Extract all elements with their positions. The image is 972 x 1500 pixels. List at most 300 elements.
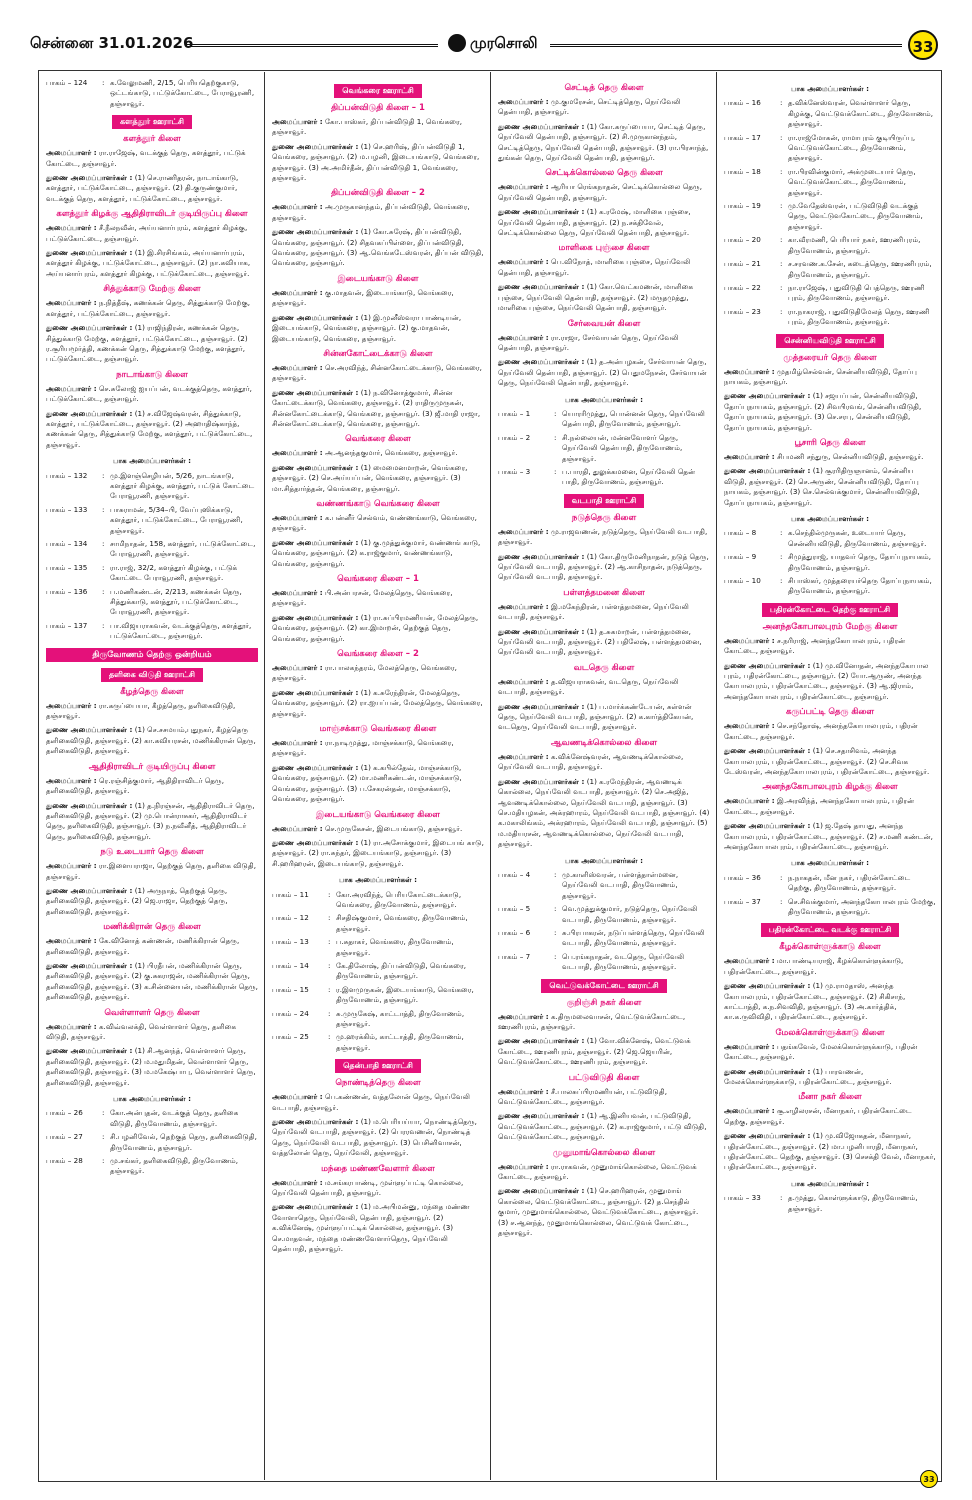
deputies-details: (1) சி.ஆனந்த், வெள்ளாளர் தெரு, தளிகைவிடுதி, தஞ்சாவூர். (2) ம.மதுமிதன், வெள்ளாளர் தெரு, தளிகைவிடுதி, தஞ்சாவூர். (3) ம.மகேஷ்பாபு, வெள்ளாளர் தெரு, தளிகைவிடுதி, தஞ்சாவூர்.	[46, 1046, 256, 1087]
deputies-label: துணை அமைப்பாளர்கள் :	[272, 1202, 359, 1212]
branch-secretary	[498, 1087, 710, 1108]
deputies-label: துணை அமைப்பாளர்கள் :	[46, 885, 133, 895]
branch-secretary	[46, 861, 258, 882]
deputies-label: துணை அமைப்பாளர்கள் :	[46, 323, 133, 333]
branch-secretary	[46, 298, 258, 319]
booth-agent-details: செ.சிவக்குமார், அனந்தகோபாலபுரம் மேற்கு, திருவோணம், தஞ்சாவூர்.	[788, 896, 936, 916]
deputies-label: துணை அமைப்பாளர்கள் :	[498, 776, 585, 786]
branch-secretary	[498, 677, 710, 698]
secretary-label: அமைப்பாளர் :	[46, 861, 97, 871]
deputies-label: துணை அமைப்பாளர்கள் :	[498, 1036, 585, 1046]
branch-heading: அனந்தகோபாலபுரம் கிழக்கு கிளை	[762, 782, 898, 793]
booth-number: பாகம் – 135	[46, 562, 88, 572]
deputy-secretaries	[724, 821, 936, 852]
separator-colon: :	[780, 98, 783, 108]
booth-number: பாகம் – 6	[498, 927, 531, 937]
branch-heading: மேலக்கொள்ளுக்காடு கிளை	[775, 1027, 885, 1038]
deputies-details: (1) செ.ஹரிஷ், திப்பன்விடுதி 1, வெங்கரை, தஞ்சாவூர். (2) ம.பழனி, இடையங்காடு, வெங்கரை, தஞ்சாவூர். (3) அ.அமிர்தீன், திப்பன்விடுதி 1, வெங்கரை, தஞ்சாவூர்.	[272, 141, 480, 183]
branch-heading: வடதெரு கிளை	[573, 662, 635, 673]
booth-number: பாகம் – 10	[724, 576, 761, 586]
booth-agent-details: சிசதிஷ்குமார், வெங்கரை, திருவோணம், தஞ்சாவூர்.	[336, 913, 468, 933]
booth-entry	[498, 409, 710, 430]
secretary-details: செ.முருகேசன், இடையங்காடு, தஞ்சாவூர்.	[324, 823, 463, 833]
branch-heading: ஆதிதிராவிடர் குடியிருப்பு கிளை	[88, 761, 216, 772]
deputies-details: (1) சூரரிதிருஞானம், சென்னிய விடுதி, தஞ்சாவூர். (2) செ.அருண், சென்னியவிடுதி, தோப்பு நாயகம், தஞ்சாவூர். (3) செ.செல்வக்குமார், சென்னியவிடுதி, தோப்புநாயகம், தஞ்சாவூர்.	[724, 466, 920, 507]
branch-secretary	[724, 367, 936, 388]
deputies-label: துணை அமைப்பாளர்கள் :	[498, 1111, 585, 1121]
booth-number: பாகம் – 133	[46, 504, 88, 514]
panchayat-heading-text: சென்னியவிடுதி ஊராட்சி	[776, 334, 883, 348]
deputies-label: துணை அமைப்பாளர்கள் :	[498, 121, 585, 131]
secretary-label: அமைப்பாளர் :	[272, 448, 323, 458]
booth-agent-details: த.விக்னேஸ்வரன், வெள்ளாளர் தெரு, கிழக்கு, வெட்டுவக்கோட்டை, திருவோணம், தஞ்சாவூர்.	[788, 98, 934, 129]
panchayat-heading	[46, 668, 258, 682]
deputy-secretaries	[272, 227, 484, 269]
deputy-secretaries	[272, 838, 484, 869]
secretary-label: அமைப்பாளர் :	[498, 97, 549, 106]
booth-agents-heading: பாக அமைப்பாளர்கள் :	[339, 875, 417, 885]
deputies-label: துணை அமைப்பாளர்கள் :	[498, 626, 585, 636]
deputy-secretaries	[272, 1202, 484, 1254]
branch-heading: வெங்கரை கிளை – 1	[337, 574, 419, 584]
secretary-label: அமைப்பாளர் :	[46, 383, 97, 393]
deputies-label: துணை அமைப்பாளர்கள் :	[272, 387, 359, 397]
booth-entry	[498, 870, 710, 901]
booth-entry	[724, 259, 936, 280]
column-divider	[716, 72, 717, 1480]
deputies-details: (1) க.ரமேஷ், மாளிகை புஞ்சை, நெய்வேலி தென்பாதி, தஞ்சாவூர். (2) ந.சக்திவேல், செட்டிக்கொல்லை தெரு, நெய்வேலி தென்பாதி, தஞ்சாவூர்.	[498, 207, 691, 238]
branch-secretary	[498, 752, 710, 773]
separator-colon: :	[780, 132, 783, 142]
booth-agent-details: பா.விஜயராகவன், வடக்குத்தெரு, களத்தூர், பட்டுக்கோட்டை, தஞ்சாவூர்.	[110, 620, 252, 641]
branch-heading: வெங்கரை கிளை – 2	[337, 649, 419, 660]
booth-agent-details: வெ.முத்துக்குமார், நடுத்தெரு, நெய்வேலி வடபாதி, திருவோணம், தஞ்சாவூர்.	[562, 904, 698, 924]
booth-number: பாகம் – 25	[272, 1032, 309, 1042]
panchayat-heading-text: தளிகை விடுதி ஊராட்சி	[101, 668, 203, 682]
booth-number: பாகம் – 3	[498, 466, 531, 476]
branch-heading: நடு உடையார் தெரு கிளை	[100, 847, 204, 858]
separator-colon: :	[780, 306, 783, 316]
deputy-secretaries	[46, 725, 258, 756]
secretary-details: ரா.ராஜா, சேர்வாயன் தெரு, நெய்வேலி தென்பாதி, தஞ்சாவூர்.	[498, 332, 679, 352]
deputies-details: (1) ரா.அசோக்குமார், இடையங் காடு, தஞ்சாவூர். (2) ரா.சுந்தர், இடையங்காடு, தஞ்சாவூர். (3) சி.ஹரிஹரன், இடையங்காடு, தஞ்சாவூர்.	[272, 837, 484, 868]
booth-entry	[724, 283, 936, 304]
branch-heading: முனுமாங்கொல்லை கிளை	[552, 1147, 656, 1158]
secretary-details: கே.வினோத் கண்ணன், மணிக்கிரான் தெரு, தளிகைவிடுதி, தஞ்சாவூர்.	[46, 936, 240, 956]
secretary-label: அமைப்பாளர் :	[498, 257, 549, 267]
booth-number: பாகம் – 1	[498, 408, 531, 418]
secretary-details: செ.சுலோஜ் ஐயப்பன், வடக்குத்தெரு, களத்தூர், பட்டுக்கோட்டை, தஞ்சாவூர்.	[46, 383, 252, 404]
panchayat-heading	[498, 494, 710, 508]
booth-entry	[272, 1032, 484, 1053]
separator-colon: :	[328, 1008, 331, 1018]
booth-agent-details: பாசுராமன், 5/34–பி, வேப்புஸிக்காடு, களத்தூர், பட்டுக்கோட்டை, பேராவூரணி, தஞ்சாவூர்.	[110, 504, 243, 535]
secretary-details: சீ.நீலநவீன், அய்யனார்புரம், களத்தூர் கிழக்கு, பட்டுக்கோட்டை, தஞ்சாவூர்.	[46, 223, 248, 243]
booth-entry	[498, 952, 710, 973]
secretary-label: அமைப்பாளர் :	[46, 775, 97, 785]
separator-colon: :	[328, 889, 331, 899]
deputies-details: (1) ராஜிந்திரன், கணக்கன் தெரு, சித்துக்காடு மேற்கு, களத்தூர், பட்டுக்கோட்டை, தஞ்சாவூர். (2) ர.சூரியமூர்த்தி, கணக்கன் தெரு, சித்துக்காடு மேற்கு, களத்தூர், பட்டுக்கோட்டை, தஞ்சாவூர்.	[46, 323, 248, 364]
deputy-secretaries	[272, 613, 484, 644]
booth-entry	[46, 1156, 258, 1177]
separator-colon: :	[328, 960, 331, 970]
booth-number: பாகம் – 17	[724, 132, 761, 142]
booth-number: பாகம் – 2	[498, 432, 531, 442]
deputy-secretaries	[272, 142, 484, 184]
booth-agent-details: கோ.அரவிந்த், பெரியகோட்டைக்காடு, வெங்கரை, திருவோணம், தஞ்சாவூர்.	[336, 889, 462, 909]
branch-secretary	[724, 1106, 936, 1127]
deputy-secretaries	[46, 248, 258, 279]
booth-number: பாகம் – 11	[272, 889, 309, 899]
deputies-details: (1) செ.சசமயம்,புதுநகர், கீழத்தெரு தளிகைவிடுதி, தஞ்சாவூர். (2) கா.கவியரசன், மணிக்கிரான் தெரு, தளிகைவிடுதி, தஞ்சாவூர்.	[46, 725, 256, 756]
booth-number: பாகம் – 137	[46, 620, 88, 630]
secretary-details: ரா.ராகவன், முனுமாங்கொல்லை, வெட்டுவக் கோட்டை, தஞ்சாவூர்.	[498, 1161, 697, 1182]
booth-entry	[724, 528, 936, 549]
booth-entry	[46, 539, 258, 560]
branch-secretary	[272, 824, 484, 834]
secretary-details: த.விஜயராகவன், வடதெரு, நெய்வேலி வடபாதி, தஞ்சாவூர்.	[498, 676, 679, 697]
panchayat-heading-text: களத்தூர் ஊராட்சி	[112, 115, 192, 129]
booth-entry	[46, 505, 258, 536]
branch-heading: பள்ளத்தமனை கிளை	[563, 587, 645, 598]
secretary-details: பெ.விநோத், மாளிகை புஞ்சை, நெய்வேலி தென்பாதி, தஞ்சாவூர்.	[498, 257, 691, 277]
secretary-label: அமைப்பாளர் :	[46, 298, 97, 308]
branch-secretary	[724, 1042, 936, 1063]
booth-agent-details: மு.இளஞ்செழியன், 5/26, நாடங்காடு, களத்தூர் கிழக்கு, களத்தூர், பட்டுக் கோட்டை பேராவூரணி, தஞ்சாவூர்.	[110, 470, 255, 501]
booth-number: பாகம் – 20	[724, 235, 761, 245]
booth-agent-details: சு.பிரபாகரன், நடுப்பள்ளத்தெரு, நெய்வேலி வடபாதி, திருவோணம், தஞ்சாவூர்.	[562, 927, 705, 948]
separator-colon: :	[554, 869, 557, 879]
deputies-label: துணை அமைப்பாளர்கள் :	[272, 762, 359, 772]
branch-secretary	[272, 588, 484, 609]
booth-entry	[46, 471, 258, 502]
separator-colon: :	[554, 466, 557, 476]
branch-heading: மணிக்கிரான் தெரு கிளை	[103, 922, 201, 933]
deputy-secretaries	[498, 1186, 710, 1238]
text-column-3	[498, 78, 710, 1243]
secretary-details: க.விவ்வலக்தி, வெள்ளாளர் தெரு, தளிகை விடுதி, தஞ்சாவூர்.	[46, 1021, 237, 1041]
separator-colon: :	[780, 528, 783, 538]
deputies-details: (1) க.சுரேந்திரன், மேலத்தெரு, வெங்கரை, தஞ்சாவூர். (2) ரா.ஐயப்பன், மேலத்தெரு, வெங்கரை, தஞ்சாவூர்.	[272, 687, 483, 718]
panchayat-heading-text: பதிரன்கோட்டை தெற்கு ஊராட்சி	[762, 603, 898, 617]
secretary-details: ம.சங்கரபாண்டி, முள்ளுப்பட்டி கொல்லை, நெய்வேலி தென்பாதி, தஞ்சாவூர்.	[272, 1177, 464, 1198]
branch-heading: முத்தரையர் தெரு கிளை	[783, 352, 877, 363]
page-number-badge: 33	[908, 30, 938, 60]
deputies-label: துணை அமைப்பாளர்கள் :	[272, 227, 359, 237]
secretary-label: அமைப்பாளர் :	[272, 362, 323, 372]
secretary-details: க.விக்னேஷ்வரன், ஆவணடிக்கொல்லை, நெய்வேலி வடபாதி, தஞ்சாவூர்.	[498, 751, 684, 772]
branch-heading: வெங்கரை கிளை	[345, 434, 411, 445]
branch-secretary	[724, 721, 936, 742]
secretary-details: ஆரியா ரெங்கநாதன், செட்டிக்கொல்லை தெரு, நெய்வேலி தென்பாதி, தஞ்சாவூர்.	[498, 182, 703, 202]
booth-number: பாகம் – 12	[272, 913, 309, 923]
branch-heading: கருப்பட்டி தெரு கிளை	[785, 707, 875, 718]
text-column-4	[724, 78, 936, 1217]
booth-agent-details: ச.சரவண.க.சேன், கடைத்தெரு, ஊரணிபுரம், திருவோணம், தஞ்சாவூர்.	[788, 259, 932, 279]
booth-agent-details: மு.வேதேஸ்வரன், பட்டுவிடுதி வடக்குத் தெரு, வெட்டுவகோட்டை, திருவோணம், தஞ்சாவூர்.	[788, 201, 923, 231]
deputies-label: துணை அமைப்பாளர்கள் :	[724, 660, 811, 670]
separator-colon: :	[554, 927, 557, 937]
secretary-details: ரா.கருப்பையா, கீழத்தெரு, தளிகைவிடுதி, தஞ்சாவூர்.	[46, 700, 236, 721]
deputy-secretaries	[498, 777, 710, 850]
branch-secretary	[46, 936, 258, 957]
branch-secretary	[498, 333, 710, 354]
deputy-secretaries	[498, 1111, 710, 1142]
branch-heading: மீனா நகர் கிளை	[798, 1092, 862, 1103]
branch-heading: திப்பன்விடுதி கிளை – 2	[331, 188, 425, 199]
panchayat-heading	[498, 979, 710, 993]
booth-agents-heading: பாக அமைப்பாளர்கள் :	[113, 456, 191, 466]
deputy-secretaries	[724, 391, 936, 433]
branch-heading: களத்தூர் கிளை	[123, 134, 181, 145]
booth-entry	[724, 1193, 936, 1214]
booth-agent-details: கே.திலோஷ், திப்பன்விடுதி, வெங்கரை, திருவோணம், தஞ்சாவூர்.	[336, 960, 467, 981]
booth-entry	[272, 1009, 484, 1030]
branch-heading: செட்டிக்கொல்லை தெரு கிளை	[545, 168, 663, 179]
deputies-details: (1) கோ.திருமேனிநாதன், நடுத் தெரு, நெய்வேலி வடபாதி, தஞ்சாவூர். (2) ஆ.காசிநாதன், நடுத்தெரு, நெய்வேலி வடபாதி, தஞ்சாவூர்.	[498, 551, 709, 582]
secretary-label: அமைப்பாளர் :	[272, 1092, 323, 1102]
booth-entry	[272, 937, 484, 958]
booth-number: பாகம் – 37	[724, 896, 761, 906]
deputies-details: (1) கோ.கருப்பையா, செட்டித் தெரு, நெய்வேலி தென்பாதி, தஞ்சாவூர். (2) சி.முருகானந்தம், செட்டித்தெரு, நெய்வேலி தென்பாதி, தஞ்சாவூர். (3) ரா.பிரசாந்த், துங்கன் தெரு, நெய்வேலி தென்பாதி, தஞ்சாவூர்.	[498, 121, 709, 163]
deputies-details: (1) மு.வினோதன், அனந்தகோபால புரம், பதிரன்கோட்டை, தஞ்சாவூர். (2) யோ.ஆருண், அனந்த கோபாலபுரம், பதிரன்கோட்டை, தஞ்சாவூர். (3) ஆ.ஜிராம், அனந்தகோபாலபுரம், பதிரன்கோட்டை, தஞ்சாவூர்.	[724, 660, 929, 701]
separator-colon: :	[780, 872, 783, 882]
booth-entry	[724, 307, 936, 328]
secretary-label: அமைப்பாளர் :	[272, 1177, 323, 1187]
secretary-label: அமைப்பாளர் :	[46, 700, 97, 710]
deputies-details: (1) அருநாத், தெற்குத் தெரு, தளிகைவிடுதி, தஞ்சாவூர். (2) ஜெ.ராஜா, தெற்குத் தெரு, தளிகைவிடுதி, தஞ்சாவூர்.	[46, 885, 228, 916]
branch-secretary	[46, 223, 258, 244]
deputy-secretaries	[46, 323, 258, 365]
deputies-label: துணை அமைப்பாளர்கள் :	[46, 408, 133, 418]
panchayat-heading-text: வடபாதி ஊராட்சி	[564, 494, 645, 508]
footer-page-number: 33	[920, 1470, 938, 1488]
booth-agent-details: ர.இளமுருகன், இடையங்காடு, வெங்கரை, திருவோணம், தஞ்சாவூர்.	[336, 984, 474, 1005]
booth-number: பாகம் – 14	[272, 960, 309, 970]
secretary-details: செ.அரவிந்த், சின்னகோட்டைக்காடு, வெங்கரை, தஞ்சாவூர்.	[272, 362, 482, 383]
branch-secretary	[272, 1178, 484, 1199]
deputies-label: துணை அமைப்பாளர்கள் :	[724, 1131, 811, 1141]
booth-entry	[498, 928, 710, 949]
separator-colon: :	[102, 586, 105, 596]
branch-secretary	[498, 527, 710, 548]
deputy-secretaries	[272, 688, 484, 719]
separator-colon: :	[102, 1108, 105, 1118]
panchayat-heading-text: பதிரன்கோட்டை வடக்கு ஊராட்சி	[761, 923, 899, 937]
separator-colon: :	[102, 620, 105, 630]
deputies-label: துணை அமைப்பாளர்கள் :	[46, 960, 133, 970]
booth-entry	[724, 201, 936, 232]
deputy-secretaries	[724, 661, 936, 703]
masthead-paper-name: முரசொலி	[470, 34, 538, 52]
deputies-details: (1) பாரவணன், மேலக்கொள்ளுக்காடு, பதிரன்கோட்டை, தஞ்சாவூர்.	[724, 1066, 892, 1087]
secretary-label: அமைப்பாளர் :	[46, 148, 97, 158]
deputy-secretaries	[498, 357, 710, 388]
secretary-label: அமைப்பாளர் :	[46, 223, 97, 233]
booth-entry	[724, 576, 936, 597]
separator-colon: :	[780, 259, 783, 269]
booth-entry	[724, 167, 936, 198]
booth-agents-heading: பாக அமைப்பாளர்கள் :	[565, 394, 643, 404]
branch-secretary	[272, 513, 484, 534]
branch-secretary	[724, 452, 936, 462]
booth-entry	[46, 1108, 258, 1129]
text-column-1	[46, 78, 258, 1180]
booth-agents-heading: பாக அமைப்பாளர்கள் :	[791, 514, 869, 523]
booth-entry	[498, 904, 710, 925]
booth-entry	[724, 552, 936, 573]
booth-entry	[272, 961, 484, 982]
booth-number: பாகம் – 16	[724, 98, 761, 108]
deputies-details: (1) த.அன்பழகன், சேர்வாயன் தெரு, நெய்வேலி தென்பாதி, தஞ்சாவூர். (2) பெதுமநேசன், சேர்வாயன் தெரு, நெய்வேலி தென்பாதி, தஞ்சாவூர்.	[498, 357, 707, 388]
deputy-secretaries	[272, 763, 484, 805]
separator-colon: :	[554, 408, 557, 418]
deputies-details: (1) செ.சதாசிவம், அனந்த கோபாலபுரம், பதிரன்கோட்டை, தஞ்சாவூர். (2) செ.சிவக டேஸ்வரன், அனந்தகோபாலபுரம், பதிரன்கோட்டை, தஞ்சாவூர்.	[724, 746, 930, 776]
branch-secretary	[272, 1092, 484, 1113]
deputies-label: துணை அமைப்பாளர்கள் :	[498, 701, 585, 711]
branch-secretary	[498, 602, 710, 623]
deputy-secretaries	[46, 1046, 258, 1088]
deputies-details: (1) கு.முத்துக்குமார், வண்ணங் காடு, வெங்கரை, தஞ்சாவூர். (2) க.ராஜ்குமார், வண்ணங்காடு, வெங்கரை, தஞ்சாவூர்.	[272, 537, 481, 568]
booth-agent-details: சாமிநாதன், 158, களத்தூர், பட்டுக்கோட்டை, பேராவூரணி, தஞ்சாவூர்.	[110, 539, 256, 559]
branch-secretary	[272, 448, 484, 458]
booth-agents-heading: பாக அமைப்பாளர்கள் :	[791, 84, 869, 93]
deputy-secretaries	[272, 313, 484, 344]
booth-agent-details: ரா.பிரவின்குமார், அக்முடையார் தெரு, வெட்டுவக்கோட்டை, திருவோணம், தஞ்சாவூர்.	[788, 166, 916, 197]
branch-heading: மாளிகை புஞ்சை கிளை	[558, 243, 650, 254]
branch-secretary	[724, 796, 936, 817]
deputies-details: (1) செ.ஹரிஹரன், முனுமாங் கொல்லை, வெட்டுவக்கோட்டை, தஞ்சாவூர். (2) த.செந்தில் குமார், முனுமாங்கொல்லை, வெட்டுவக்கோட்டை, தஞ்சாவூர். (3) ச.ஆனந்த், முனுமாங்கொல்லை, வெட்டுவக் கோட்டை, தஞ்சாவூர்.	[498, 1186, 699, 1238]
column-divider	[490, 72, 491, 1480]
secretary-details: மு.ராஜவணன், நடுத்தெரு, நெய்வேலி வடபாதி, தஞ்சாவூர்.	[498, 526, 708, 547]
deputy-secretaries	[498, 207, 710, 238]
secretary-label: அமைப்பாளர் :	[498, 1086, 549, 1096]
booth-number: பாகம் – 8	[724, 528, 757, 538]
secretary-details: ரா.இளையராஜா, தெற்குத் தெரு, தளிகை விடுதி, தஞ்சாவூர்.	[46, 861, 256, 881]
deputies-details: (1) க.கபில்தேவ், மாஞ்சக்காடு, வெங்கரை, தஞ்சாவூர். (2) மா.மணிகண்டன், மாஞ்சக்காடு, வெங்கரை, தஞ்சாவூர். (3) ப.சேகரன்தன், மாஞ்சக்காடு, வெங்கரை, தஞ்சாவூர்.	[272, 762, 462, 804]
deputies-label: துணை அமைப்பாளர்கள் :	[272, 1117, 359, 1127]
separator-colon: :	[102, 504, 105, 514]
branch-heading: ஆவணடிக்கொல்லை கிளை	[550, 737, 658, 748]
panchayat-heading-text: வெங்கரை ஊராட்சி	[334, 84, 422, 98]
booth-entry	[46, 1132, 258, 1153]
branch-secretary	[46, 1022, 258, 1043]
separator-colon: :	[780, 896, 783, 906]
secretary-label: அமைப்பாளர் :	[272, 512, 323, 522]
booth-agent-details: சி.பழனிவேல், தெற்குத் தெரு, தளிகைவிடுதி, திருவோணம், தஞ்சாவூர்.	[110, 1132, 257, 1152]
deputies-label: துணை அமைப்பாளர்கள் :	[272, 312, 359, 322]
secretary-label: அமைப்பாளர் :	[46, 1021, 97, 1031]
separator-colon: :	[102, 539, 105, 548]
deputies-label: துணை அமைப்பாளர்கள் :	[498, 1186, 585, 1196]
booth-agents-heading: பாக அமைப்பாளர்கள் :	[113, 1094, 191, 1104]
booth-number: பாகம் – 24	[272, 1008, 309, 1018]
deputies-details: (1) ந.வினோத்குமார், சின்ன கோட்டைக்காடு, வெங்கரை, தஞ்சாவூர். (2) ராதிருமுருகன், சின்னகோட்டைக்காடு, வெங்கரை, தஞ்சாவூர். (3) ஜீ.மாதி ராஜா, சின்னகோட்டைக்காடு, வெங்கரை, தஞ்சாவூர்.	[272, 387, 481, 428]
separator-colon: :	[554, 432, 557, 442]
booth-agent-details: ப.மணிகண்டன், 2/213, கணக்கன் தெரு, சித்துக்காடு, களத்தூர், பட்டுக்கோட்டை, பேராவூரணி, தஞ்சாவூர்.	[110, 586, 242, 617]
secretary-label: அமைப்பாளர் :	[498, 1161, 549, 1171]
branch-heading: கீழக்கொள்ளுக்காடு கிளை	[779, 942, 881, 953]
booth-number: பாகம் – 23	[724, 306, 761, 316]
branch-secretary	[272, 663, 484, 684]
separator-colon: :	[780, 552, 783, 562]
branch-heading: சின்னகோட்டைக்காடு கிளை	[323, 348, 433, 359]
booth-number: பாகம் – 28	[46, 1156, 83, 1166]
branch-heading: கீழத்தெரு கிளை	[120, 686, 184, 697]
deputies-details: (1) க.ரமேந்திரன், ஆவணடிக் கொல்லை, நெய்வேலி வடபாதி, தஞ்சாவூர். (2) செ.அஜித், ஆவணடிக்கொல்லை, நெய்வேலி வடபாதி, தஞ்சாவூர். (3) செ.மதியழகன், அக்ரஹாரம், நெய்வேலி வடபாதி, தஞ்சாவூர். (4) க.மகாலிங்கம், அக்ரஹாரம், நெய்வேலி வடபாதி, தஞ்சாவூர். (5) ம.மதியரசன், ஆவணடிக்கொல்லை, நெய்வேலி வடபாதி, தஞ்சாவூர்.	[498, 776, 710, 849]
separator-colon: :	[102, 78, 105, 87]
secretary-label: அமைப்பாளர் :	[498, 601, 549, 611]
secretary-label: அமைப்பாளர் :	[724, 1106, 775, 1116]
secretary-label: அமைப்பாளர் :	[498, 332, 549, 342]
secretary-details: பதங்கவேல், மேலக்கொள்ளுக்காடு, பதிரன் கோட்டை, தஞ்சாவூர்.	[724, 1041, 918, 1062]
booth-entry	[724, 873, 936, 894]
booth-number: பாகம் – 27	[46, 1132, 83, 1142]
branch-secretary	[46, 776, 258, 797]
secretary-label: அமைப்பாளர் :	[498, 526, 549, 536]
secretary-details: க.திருமலைவாசன், வெட்டுவக்கோட்டை, ஊரணிபுரம், தஞ்சாவூர்.	[498, 1011, 686, 1031]
deputies-details: (1) கோ.வெட்கமணன், மாளிகை புஞ்சை, நெய்வேலி தென்பாதி, தஞ்சாவூர். (2) மருதமுத்து, மாளிகை புஞ்சை, நெய்வேலி தென்பாதி, தஞ்சாவூர்.	[498, 282, 694, 313]
branch-heading: இடையங்காடு கிளை	[337, 273, 419, 284]
secretary-details: மு.குமரேசன், செட்டித்தெரு, நெய்வேலி தென்பாதி, தஞ்சாவூர்.	[498, 97, 681, 117]
booth-number: பாகம் – 9	[724, 552, 757, 562]
secretary-details: பெ.கண்ணன், வத்தலோன் தெரு, நெய்வேலி வடபாதி, தஞ்சாவூர்.	[272, 1092, 471, 1112]
branch-heading: சித்துக்காடு மேற்கு கிளை	[103, 284, 201, 295]
booth-number: பாகம் – 33	[724, 1193, 761, 1203]
branch-heading: வண்ணங்காடு வெங்கரை கிளை	[316, 498, 440, 509]
branch-heading: அனந்தகோபாலபுரம் மேற்கு கிளை	[762, 621, 898, 632]
booth-number: பாகம் – 124	[46, 78, 88, 87]
panchayat-heading	[724, 334, 936, 348]
branch-secretary	[498, 1012, 710, 1033]
secretary-label: அமைப்பாளர் :	[272, 588, 323, 597]
booth-entry	[272, 890, 484, 911]
panchayat-heading	[46, 115, 258, 129]
branch-heading: சேர்வையன் கிளை	[567, 318, 641, 329]
secretary-details: ந.நித்தீஷ், கணக்கன் தெரு, சித்துக்காடு மேற்கு, களத்தூர், பட்டுக்கோட்டை, தஞ்சாவூர்.	[46, 298, 251, 318]
booth-number: பாகம் – 26	[46, 1108, 83, 1118]
branch-heading: வெள்ளாளர் தெரு கிளை	[104, 1007, 200, 1018]
secretary-label: அமைப்பாளர் :	[498, 1011, 549, 1021]
secretary-details: சூ.எழிலரசன், மீனாநகர், பதிரன்கோட்டை தெற்கு, தஞ்சாவூர்.	[724, 1106, 912, 1126]
booth-agent-details: மு.காளிஸ்வரன், பள்ளத்தாள்மனை, நெய்வேலி வடபாதி, திருவோணம், தஞ்சாவூர்.	[562, 869, 679, 900]
deputies-label: துணை அமைப்பாளர்கள் :	[498, 357, 585, 367]
separator-colon: :	[554, 951, 557, 961]
secretary-details: இ.அரவிந்த், அனந்தகோபாலபுரம், பதிரன் கோட்டை, தஞ்சாவூர்.	[724, 796, 915, 816]
deputies-details: (1) வோ.விக்னேஷ், வெட்டுவக் கோட்டை, ஊரணிபுரம், தஞ்சாவூர். (2) ஜெ.ஜெயரின், வெட்டுவக்கோட்டை, ஊரணிபுரம், தஞ்சாவூர்.	[498, 1036, 691, 1067]
booth-agent-details: மு.ஹரக்கிம், காட்டாத்தி, திருவோணம், தஞ்சாவூர்.	[336, 1032, 464, 1052]
booth-agent-details: ரா.ராஜ், 32/2, களத்தூர் கிழக்கு, பட்டுக் கோட்டை பேராவூரணி, தஞ்சாவூர்.	[110, 562, 238, 583]
branch-secretary	[498, 1162, 710, 1183]
deputies-label: துணை அமைப்பாளர்கள் :	[46, 248, 133, 258]
booth-agent-details: சிபாஸ்கர், முத்தரையர்தெரு தோப்புநாயகம், திருவோணம், தஞ்சாவூர்.	[788, 576, 932, 596]
secretary-details: ச.நரிராஜ், அனந்தகோபாலபுரம், பதிரன் கோட்டை, தஞ்சாவூர்.	[724, 635, 906, 656]
secretary-details: அ.முருகானந்தம், திப்பன்விடுதி, வெங்கரை, தஞ்சாவூர்.	[272, 202, 470, 222]
booth-agent-details: பெ.ரங்கநாதன், வடதெரு, நெய்வேலி வடபாதி, திருவோணம், தஞ்சாவூர்.	[562, 951, 685, 972]
booth-entry	[498, 433, 710, 464]
booth-entry	[46, 78, 258, 109]
secretary-label: அமைப்பாளர் :	[272, 117, 323, 126]
deputies-details: (1) சஜயப்பன், சென்னியவிடுதி, தோப்புநாயகம், தஞ்சாவூர். (2) சிவபிரவங், சென்னியவிடுதி, தோப்புநாயகம், தஞ்சாவூர். (3) செ.சரபு, சென்னியவிடுதி, தோப்புநாயகம், தஞ்சாவூர்.	[724, 391, 922, 432]
deputies-details: (1) ப.மார்க்கண்டேயன், சுள்ளன் தெரு, நெய்வேலி வடபாதி, தஞ்சாவூர். (2) க.கார்த்திகேயன், வடதெரு, நெய்வேலி வடபாதி, தஞ்சாவூர்.	[498, 701, 694, 732]
booth-number: பாகம் – 7	[498, 951, 531, 961]
deputy-secretaries	[46, 409, 258, 451]
booth-agent-details: ரா.நாகராஜ், புதுவிடுதிமேலத் தெரு, ஊரணி புரம், திருவோணம், தஞ்சாவூர்.	[788, 306, 930, 327]
booth-agent-details: சிமுத்துராஜ், யாதவர் தெரு, தோப்புநாயகம், திருவோணம், தஞ்சாவூர்.	[788, 552, 932, 572]
deputies-details: (1) செ.ராணிதரன், நாடாங்காடு, களத்தூர், பட்டுக்கோட்டை, தஞ்சாவூர். (2) தி.குருண்குமார், வடக்குத் தெரு, களத்தூர், பட்டுக்கோட்டை, தஞ்சாவூர்.	[46, 173, 239, 203]
deputies-details: (1) மு.ராமதாஸ், அனந்த கோபாலபுரம், பதிரன்கோட்டை, தஞ்சாவூர். (2) சிகிசாந், காட்டாத்தி, க.ந.சிவவிதி, தஞ்சாவூர். (3) அ.கார்த்திக், கா.க.ருவிவிதி, பதிரன்கோட்டை, தஞ்சாவூர்.	[724, 981, 906, 1022]
secretary-label: அமைப்பாளர் :	[498, 751, 549, 761]
